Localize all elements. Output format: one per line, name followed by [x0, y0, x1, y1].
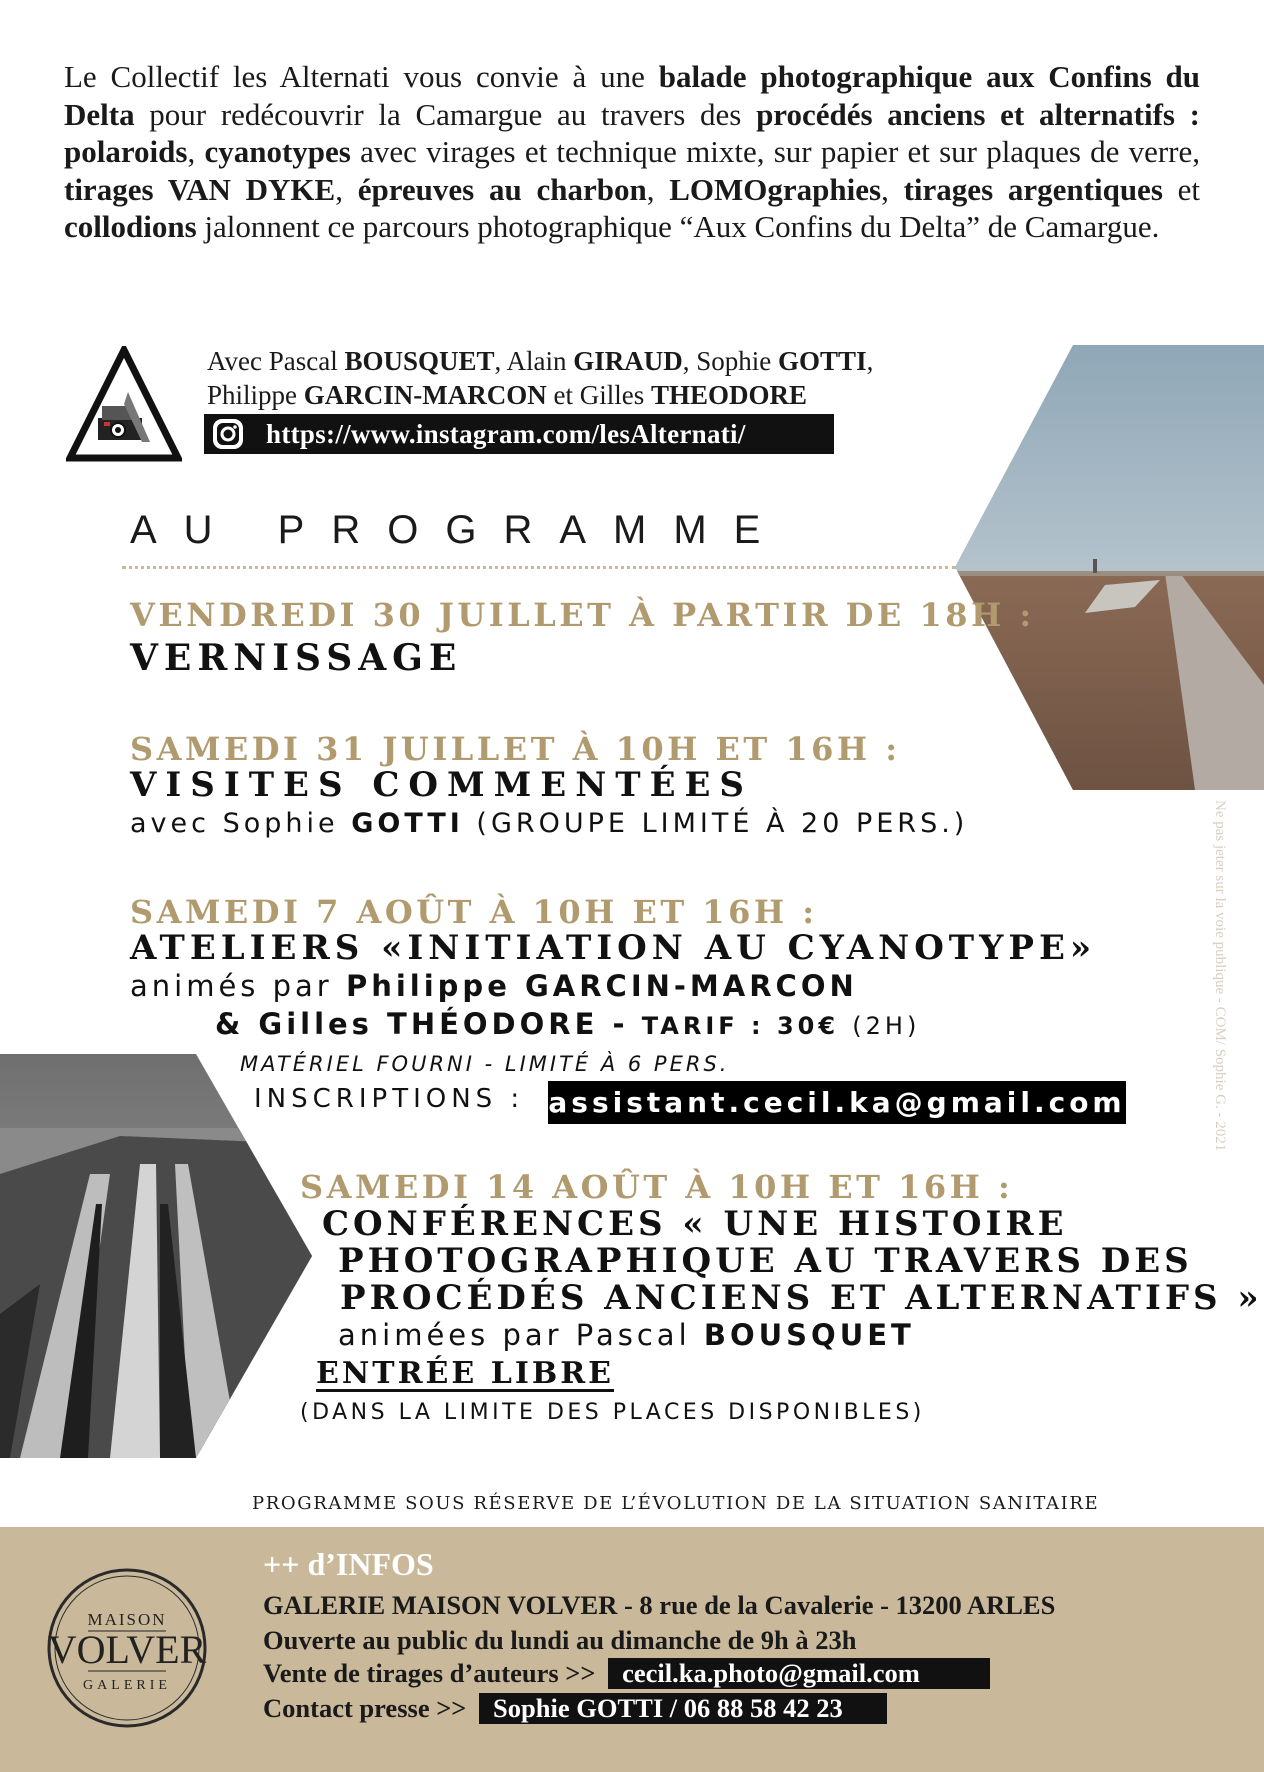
sales-contact [263, 1658, 990, 1689]
salt-marsh-bw-photo [0, 1054, 312, 1458]
intro-text: pour redécouvrir la Camargue au travers des [134, 96, 757, 132]
intro-text: avec virages et technique mixte, sur papier et sur plaques de verre, [350, 134, 1201, 169]
artists-list: Avec Pascal BOUSQUET, Alain GIRAUD, Sophie GOTTI, Philippe GARCIN-MARCON et Gilles THEODORE [207, 346, 874, 410]
gallery-address: GALERIE MAISON VOLVER - 8 rue de la Cavalerie - 13200 ARLES [263, 1590, 1056, 1620]
intro-text: , [881, 171, 904, 207]
intro-highlight: LOMOgraphies [669, 171, 882, 207]
svg-text:GALERIE: GALERIE [83, 1678, 171, 1693]
artist-first: Alain [506, 346, 567, 376]
polaroid-camera-logo-icon [66, 346, 182, 462]
with-label: avec [130, 808, 210, 839]
artist-last: GARCIN-MARCON [303, 380, 547, 410]
svg-text:Ne pas jeter sur la voie publi: Ne pas jeter sur la voie publique - COM/ Sophie G. - 2021 [1212, 800, 1228, 1152]
event3-hosts-line2 [215, 1007, 920, 1041]
instagram-icon [210, 416, 246, 452]
intro-highlight: tirages argentiques [903, 171, 1163, 207]
by-label: animées par [338, 1318, 563, 1352]
intro-paragraph [64, 58, 1200, 246]
press-contact [263, 1693, 887, 1724]
svg-text:VOLVER: VOLVER [47, 1627, 207, 1672]
intro-text: , [187, 134, 205, 169]
event3-title: ATELIERS «INITIATION AU CYANOTYPE» [130, 928, 1097, 968]
host-first: Pascal [575, 1318, 691, 1352]
intro-text: jalonnent ce parcours photographique “Aux Confins du Delta” de Camargue. [196, 209, 1160, 244]
intro-highlight: cyanotypes [204, 134, 351, 169]
intro-highlight: procédés anciens et alternatifs : polaroids [64, 96, 1201, 169]
dotted-divider [122, 566, 956, 569]
inscription-email[interactable]: assistant.cecil.ka@gmail.com [548, 1081, 1126, 1124]
avec-label: Avec [207, 346, 262, 376]
intro-highlight: collodions [64, 209, 197, 244]
instagram-link[interactable] [204, 414, 834, 454]
artist-first: Sophie [696, 346, 772, 376]
host-last: GOTTI [351, 808, 464, 839]
intro-highlight: tirages VAN DYKE [64, 171, 336, 207]
instagram-url[interactable]: https://www.instagram.com/lesAlternati/ [266, 418, 746, 449]
group-note: (GROUPE LIMITÉ À 20 PERS.) [476, 808, 969, 839]
maison-volver-logo [46, 1567, 208, 1729]
free-entry-note: (DANS LA LIMITE DES PLACES DISPONIBLES) [300, 1400, 925, 1425]
intro-text: , [646, 171, 670, 207]
event3-date: SAMEDI 7 AOÛT À 10H ET 16H : [130, 893, 818, 931]
intro-text: Le Collectif les Alternati vous convie à une [64, 59, 659, 94]
price: TARIF : 30€ [641, 1012, 840, 1040]
press-phone[interactable]: Sophie GOTTI / 06 88 58 42 23 [479, 1693, 887, 1724]
infos-title: ++ d’INFOS [263, 1546, 434, 1582]
event4-title-line2: PHOTOGRAPHIQUE AU TRAVERS DES [338, 1241, 1193, 1281]
event4-title-line3: PROCÉDÉS ANCIENS ET ALTERNATIFS » [340, 1278, 1263, 1318]
event2-date: SAMEDI 31 JUILLET À 10H ET 16H : [130, 730, 901, 768]
side-note [1210, 800, 1234, 1320]
artist-last: BOUSQUET [344, 346, 495, 376]
materials-note: MATÉRIEL FOURNI - LIMITÉ À 6 PERS. [240, 1052, 730, 1076]
duration: (2H) [852, 1012, 921, 1040]
artist-last: GIRAUD [573, 346, 683, 376]
opening-hours: Ouverte au public du lundi au dimanche de 9h à 23h [263, 1625, 857, 1655]
event2-title: VISITES COMMENTÉES [130, 765, 753, 805]
sales-label: Vente de tirages d’auteurs >> [263, 1658, 596, 1688]
et-label: et [553, 380, 573, 410]
host-name: & Gilles THÉODORE - [215, 1007, 629, 1041]
inscriptions-label: INSCRIPTIONS : [254, 1084, 525, 1114]
program-heading: AU PROGRAMME [130, 508, 788, 552]
by-label: animés par [130, 969, 333, 1003]
disclaimer: PROGRAMME SOUS RÉSERVE DE L’ÉVOLUTION DE LA SITUATION SANITAIRE [252, 1493, 1100, 1514]
artist-first: Philippe [207, 380, 298, 410]
artist-last: THEODORE [651, 380, 808, 410]
artist-first: Pascal [268, 346, 338, 376]
event1-date: VENDREDI 30 JUILLET À PARTIR DE 18H : [130, 596, 1035, 634]
svg-text:MAISON: MAISON [87, 1610, 167, 1629]
press-label: Contact presse >> [263, 1693, 467, 1723]
sales-email[interactable]: cecil.ka.photo@gmail.com [608, 1658, 990, 1689]
event3-hosts-line1 [130, 969, 858, 1003]
host-first: Sophie [222, 808, 339, 839]
event4-title-line1: CONFÉRENCES « UNE HISTOIRE [322, 1204, 1068, 1244]
artist-first: Gilles [579, 380, 645, 410]
camargue-road-photo [955, 345, 1264, 790]
free-entry: ENTRÉE LIBRE [316, 1356, 615, 1391]
intro-highlight: balade photographique aux Confins du Delta [64, 59, 1200, 132]
event4-host [338, 1318, 915, 1352]
intro-highlight: épreuves au charbon [357, 171, 647, 207]
event2-subtitle [130, 808, 968, 839]
artist-last: GOTTI [778, 346, 867, 376]
event1-title: VERNISSAGE [130, 637, 463, 679]
host-name: Philippe GARCIN-MARCON [345, 969, 858, 1003]
intro-text: et [1162, 171, 1201, 207]
event4-date: SAMEDI 14 AOÛT À 10H ET 16H : [300, 1168, 1014, 1206]
host-last: BOUSQUET [703, 1318, 915, 1352]
intro-text: , [335, 171, 358, 207]
